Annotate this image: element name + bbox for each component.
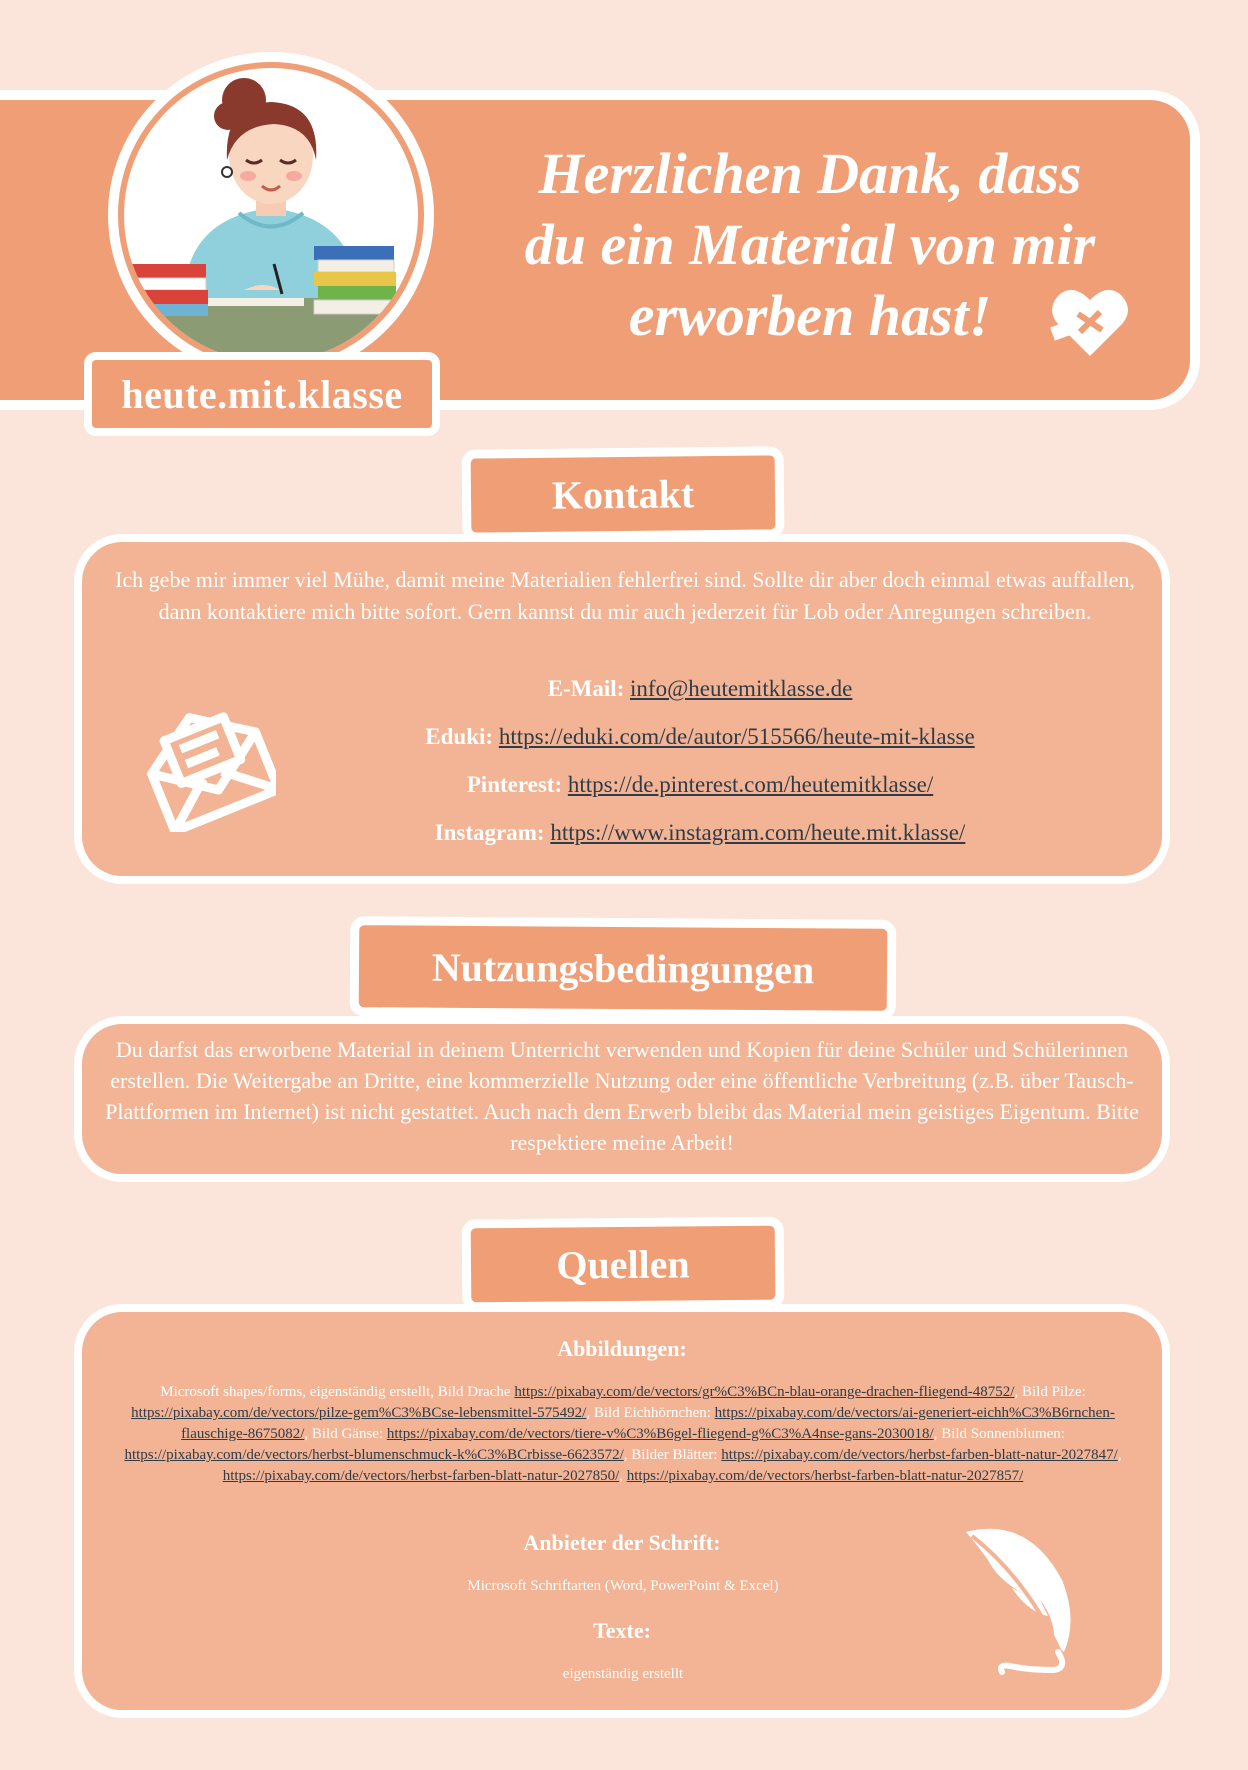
envelope-icon	[140, 696, 276, 832]
nutzung-text: Du darfst das erworbene Material in deinem Unterricht verwenden und Kopien für deine Schüler und Schülerinnen erstellen. Die Weitergabe an Dritte, eine kommerzielle Nutzung oder eine öffentliche Verbreitung (z.B. über Tausch-Plattformen im Internet) ist nicht gestattet. Auch nach dem Erwerb bleibt das Material mein geistiges Eigentum. Bitte respektiere meine Arbeit!	[105, 1037, 1139, 1155]
contact-email-line	[260, 676, 1140, 702]
source-link-blatt-2[interactable]: https://pixabay.com/de/vectors/herbst-farben-blatt-natur-2027850/	[222, 1468, 620, 1484]
texte-heading: Texte:	[593, 1618, 651, 1643]
source-text: , Bild Eichhörnchen:	[586, 1405, 715, 1421]
source-text: , Bild Gänse:	[304, 1426, 387, 1442]
email-label: E-Mail:	[547, 676, 625, 701]
instagram-link[interactable]: https://www.instagram.com/heute.mit.klasse/	[550, 820, 966, 845]
eduki-label: Eduki:	[425, 724, 494, 749]
teacher-illustration-icon	[124, 68, 418, 362]
source-text: , Bild Sonnenblumen:	[933, 1426, 1065, 1442]
source-link-blatt-3[interactable]: https://pixabay.com/de/vectors/herbst-farben-blatt-natur-2027857/	[626, 1468, 1024, 1484]
source-link-pilze[interactable]: https://pixabay.com/de/vectors/pilze-gem%C3%BCse-lebensmittel-575492/	[131, 1405, 587, 1421]
title-line-2: du ein Material von mir	[524, 212, 1096, 277]
title-line-1: Herzlichen Dank, dass	[538, 141, 1082, 206]
heart-icon	[1050, 284, 1130, 360]
contact-eduki-line	[260, 724, 1140, 750]
kontakt-intro: Ich gebe mir immer viel Mühe, damit meine Materialien fehlerfrei sind. Sollte dir aber doch einmal etwas auffallen, dann kontaktiere mich bitte sofort. Gern kannst du mir auch jederzeit für Lob oder Anregungen schreiben.	[115, 567, 1135, 624]
texte-text: eigenständig erstellt	[562, 1666, 684, 1682]
nutzung-heading: Nutzungsbedingungen	[350, 916, 897, 1020]
brand-tag: heute.mit.klasse	[84, 352, 440, 436]
pinterest-label: Pinterest:	[466, 772, 563, 797]
source-text: , Bilder Blätter:	[623, 1447, 722, 1463]
abbildungen-heading: Abbildungen:	[557, 1336, 687, 1361]
title-line-3: erworben hast!	[628, 283, 992, 348]
source-text: Microsoft shapes/forms, eigenständig erstellt, Bild Drache	[160, 1384, 515, 1400]
teacher-illustration	[124, 68, 418, 362]
page-title	[470, 138, 1150, 358]
contact-pinterest-line	[260, 772, 1140, 798]
pinterest-link[interactable]: https://de.pinterest.com/heutemitklasse/	[567, 772, 934, 797]
source-link-blatt-1[interactable]: https://pixabay.com/de/vectors/herbst-farben-blatt-natur-2027847/	[721, 1447, 1118, 1463]
source-text: ,	[619, 1468, 627, 1484]
contact-instagram-line	[260, 820, 1140, 846]
source-text: ,	[1117, 1447, 1122, 1463]
source-link-gaense[interactable]: https://pixabay.com/de/vectors/tiere-v%C3%B6gel-fliegend-g%C3%A4nse-gans-2030018/	[386, 1426, 934, 1442]
source-link-drache[interactable]: https://pixabay.com/de/vectors/gr%C3%BCn-blau-orange-drachen-fliegend-48752/	[514, 1384, 1015, 1400]
source-text: , Bild Pilze:	[1014, 1384, 1086, 1400]
source-link-sonnenblumen[interactable]: https://pixabay.com/de/vectors/herbst-blumenschmuck-k%C3%BCrbisse-6623572/	[124, 1447, 624, 1463]
quellen-heading: Quellen	[462, 1217, 785, 1312]
kontakt-heading: Kontakt	[462, 446, 785, 541]
image-sources	[118, 1382, 1128, 1487]
schrift-text: Microsoft Schriftarten (Word, PowerPoint & Excel)	[467, 1578, 779, 1594]
eduki-link[interactable]: https://eduki.com/de/autor/515566/heute-mit-klasse	[498, 724, 975, 749]
quill-icon	[958, 1520, 1088, 1680]
email-link[interactable]: info@heutemitklasse.de	[630, 676, 853, 701]
instagram-label: Instagram:	[434, 820, 545, 845]
schrift-heading: Anbieter der Schrift:	[523, 1530, 721, 1555]
source-link-eichhoernchen[interactable]: https://pixabay.com/de/vectors/ai-generiert-eichh%C3%B6rnchen-flauschige-8675082/	[181, 1405, 1115, 1442]
